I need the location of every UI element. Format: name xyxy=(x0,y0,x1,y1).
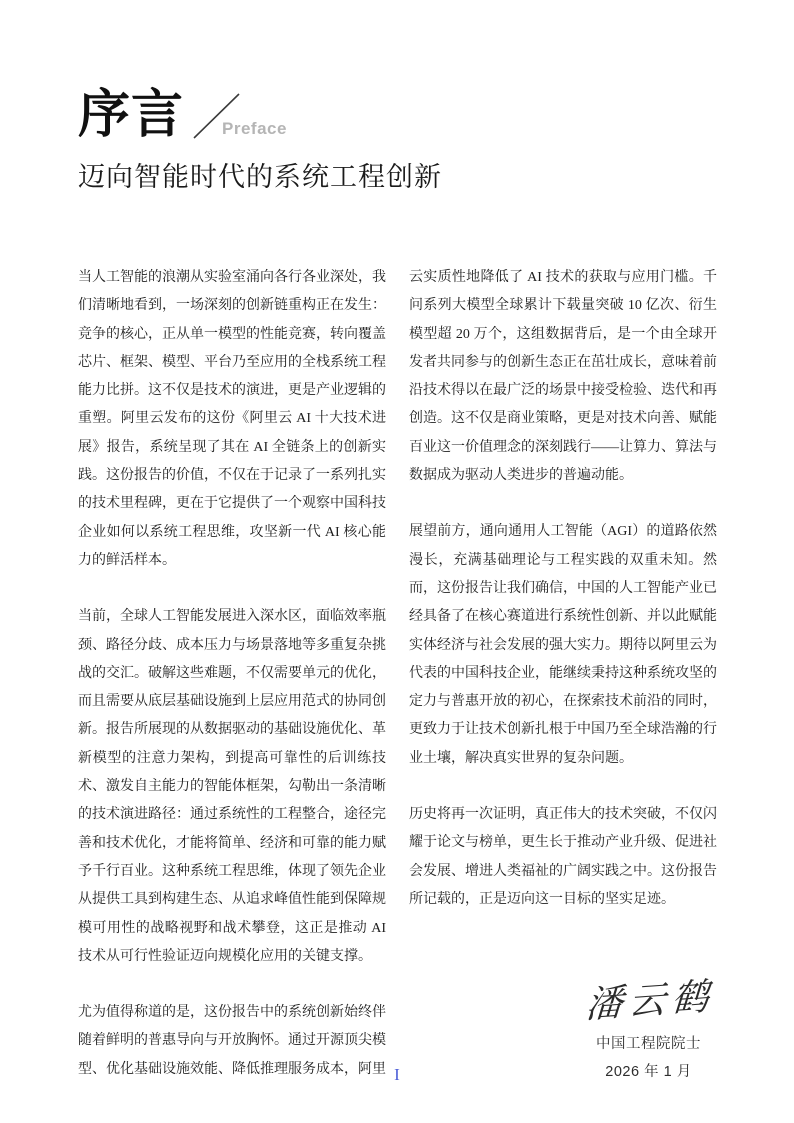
signature-date: 2026 年 1 月 xyxy=(605,1064,692,1081)
paragraph: 历史将再一次证明，真正伟大的技术突破，不仅闪耀于论文与榜单，更生长于推动产业升级、促进社会发展、增进人类福祉的广阔实践之中。这份报告所记载的，正是迈向这一目标的坚实足迹。 xyxy=(409,807,717,907)
page-title-english: Preface xyxy=(222,119,287,138)
signature-title: 中国工程院院士 xyxy=(596,1036,701,1053)
page-header xyxy=(78,88,718,142)
paragraph: 尤为值得称道的是，这份报告中的系统创新始终伴随着鲜明的普惠导向与开放胸怀。通过开源顶尖模型、优化基础设施效能、降低推理服务成本，阿里 xyxy=(78,1005,386,1077)
signature-name: 潘云鹤 xyxy=(584,974,717,1027)
paragraph: 展望前方，通向通用人工智能（AGI）的道路依然漫长，充满基础理论与工程实践的双重未知。然而，这份报告让我们确信，中国的人工智能产业已经具备了在核心赛道进行系统性创新、并以此赋能实体经济与社会发展的强大实力。期待以阿里云为代表的中国科技企业，能继续秉持这种系统攻坚的定力与普惠开放的初心，在探索技术前沿的同时，更致力于让技术创新扎根于中国乃至全球浩瀚的行业土壤，解决真实世界的复杂问题。 xyxy=(409,524,717,766)
page-title: 序言 xyxy=(78,86,185,144)
paragraph: 当人工智能的浪潮从实验室涌向各行各业深处，我们清晰地看到，一场深刻的创新链重构正在发生：竞争的核心，正从单一模型的性能竞赛，转向覆盖芯片、框架、模型、平台乃至应用的全栈系统工程能力比拼。这不仅是技术的演进，更是产业逻辑的重塑。阿里云发布的这份《阿里云 AI 十大技术进展》报告，系统呈现了其在 AI 全链条上的创新实践。这份报告的价值，不仅在于记录了一系列扎实的技术里程碑，更在于它提供了一个观察中国科技企业如何以系统工程思维，攻坚新一代 AI 核心能力的鲜活样本。 xyxy=(78,270,386,568)
right-column xyxy=(409,264,717,1084)
page-subtitle: 迈向智能时代的系统工程创新 xyxy=(78,162,442,192)
left-column xyxy=(78,264,386,1084)
page-footer xyxy=(0,1065,794,1085)
body-columns xyxy=(78,264,718,1084)
paragraph: 当前，全球人工智能发展进入深水区，面临效率瓶颈、路径分歧、成本压力与场景落地等多重复杂挑战的交汇。破解这些难题，不仅需要单元的优化，而且需要从底层基础设施到上层应用范式的协同创新。报告所展现的从数据驱动的基础设施优化、革新模型的注意力架构，到提高可靠性的后训练技术、激发自主能力的智能体框架，勾勒出一条清晰的技术演进路径：通过系统性的工程整合，途径完善和技术优化，才能将简单、经济和可靠的能力赋予千行百业。这种系统工程思维，体现了领先企业从提供工具到构建生态、从追求峰值性能到保障规模可用性的战略视野和战术攀登，这正是推动 AI 技术从可行性验证迈向规模化应用的关键支撑。 xyxy=(78,609,386,964)
page-number: I xyxy=(394,1065,400,1084)
paragraph: 云实质性地降低了 AI 技术的获取与应用门槛。千问系列大模型全球累计下载量突破 10 亿次、衍生模型超 20 万个，这组数据背后，是一个由全球开发者共同参与的创新生态正在茁壮成长，意味着前沿技术得以在最广泛的场景中接受检验、迭代和再创造。这不仅是商业策略，更是对技术向善、赋能百业这一价值理念的深刻践行——让算力、算法与数据成为驱动人类进步的普遍动能。 xyxy=(409,270,717,484)
